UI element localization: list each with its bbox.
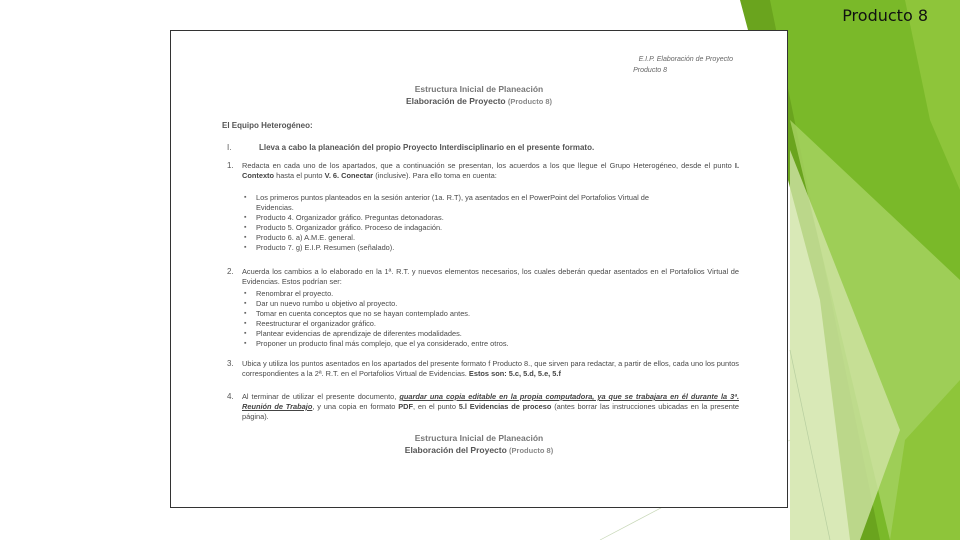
- item-2-text: Acuerda los cambios a lo elaborado en la 1ª. R.T. y nuevos elementos necesarios, los cuales deberán quedar asentados en el Portafolios Virtual de Evidencias. Estos podrían ser:: [242, 267, 739, 286]
- item-2-list: [242, 289, 509, 349]
- list-item: ▪ Los primeros puntos planteados en la sesión anterior (1a. R.T), ya asentados en el PowerPoint del Portafolios Virtual de: [256, 193, 649, 203]
- item-1-text: Redacta en cada uno de los apartados, que a continuación se presentan, los acuerdos a los que llegue el Grupo Heterogéneo, desde el punto I. Contexto hasta el punto V. 6. Conectar (inclusive). Para ello toma en cuenta:: [242, 161, 739, 180]
- footer-title-bold: Elaboración del Proyecto: [404, 445, 507, 455]
- item-I-number: I.: [227, 143, 232, 152]
- footer-title-line2: [171, 445, 787, 456]
- doc-intro: El Equipo Heterogéneo:: [222, 121, 313, 130]
- item-3-text: Ubica y utiliza los puntos asentados en los apartados del presente formato f Producto 8., que sirven para redactar, a partir de ellos, cada uno los puntos correspondientes a la 2ª. R.T. en el Portafolios Virtual de Evidencias. Estos son: 5.c, 5.d, 5.e, 5.f: [242, 359, 739, 378]
- doc-title-bold: Elaboración de Proyecto: [405, 96, 506, 106]
- footer-title-line1: Estructura Inicial de Planeación: [414, 433, 544, 443]
- list-item: ▪ Producto 5. Organizador gráfico. Proceso de indagación.: [256, 223, 649, 233]
- list-item: ▪ Proponer un producto final más complejo, que el ya considerado, entre otros.: [256, 339, 509, 349]
- list-item: ▪ Dar un nuevo rumbo u objetivo al proyecto.: [256, 299, 509, 309]
- doc-header-line1: E.I.P. Elaboración de Proyecto: [638, 56, 733, 63]
- list-item: ▪ Producto 6. a) A.M.E. general.: [256, 233, 649, 243]
- list-item: ▪ Plantear evidencias de aprendizaje de diferentes modalidades.: [256, 329, 509, 339]
- item-4-text: Al terminar de utilizar el presente documento, guardar una copia editable en la propia computadora, ya que se trabajara en él durante la 3ª. Reunión de Trabajo, y una copia en formato PDF, en el punto 5.l Evidencias de proceso (antes borrar las instrucciones ubicadas en la presente página).: [242, 392, 740, 421]
- doc-title-small: (Producto 8): [507, 97, 553, 106]
- list-item: ▪ Producto 4. Organizador gráfico. Preguntas detonadoras.: [256, 213, 649, 223]
- item-2-number: 2.: [227, 267, 234, 276]
- item-1-list: [242, 193, 649, 253]
- doc-title-line1: Estructura Inicial de Planeación: [414, 84, 544, 94]
- doc-title-line2: [171, 96, 787, 107]
- list-item: ▪ Tomar en cuenta conceptos que no se hayan contemplado antes.: [256, 309, 509, 319]
- item-3-number: 3.: [227, 359, 234, 368]
- list-item: Evidencias.: [256, 203, 294, 212]
- footer-title-small: (Producto 8): [509, 446, 554, 455]
- document-image: [170, 30, 788, 508]
- item-1-number: 1.: [227, 161, 234, 170]
- slide-title: Producto 8: [842, 6, 928, 25]
- list-item: ▪ Renombrar el proyecto.: [256, 289, 509, 299]
- list-item: ▪ Reestructurar el organizador gráfico.: [256, 319, 509, 329]
- item-4-number: 4.: [227, 392, 234, 401]
- list-item: ▪ Producto 7. g) E.I.P. Resumen (señalado).: [256, 243, 649, 253]
- doc-header-line2: Producto 8: [633, 67, 667, 74]
- item-I-text: Lleva a cabo la planeación del propio Proyecto Interdisciplinario en el presente formato.: [259, 143, 595, 152]
